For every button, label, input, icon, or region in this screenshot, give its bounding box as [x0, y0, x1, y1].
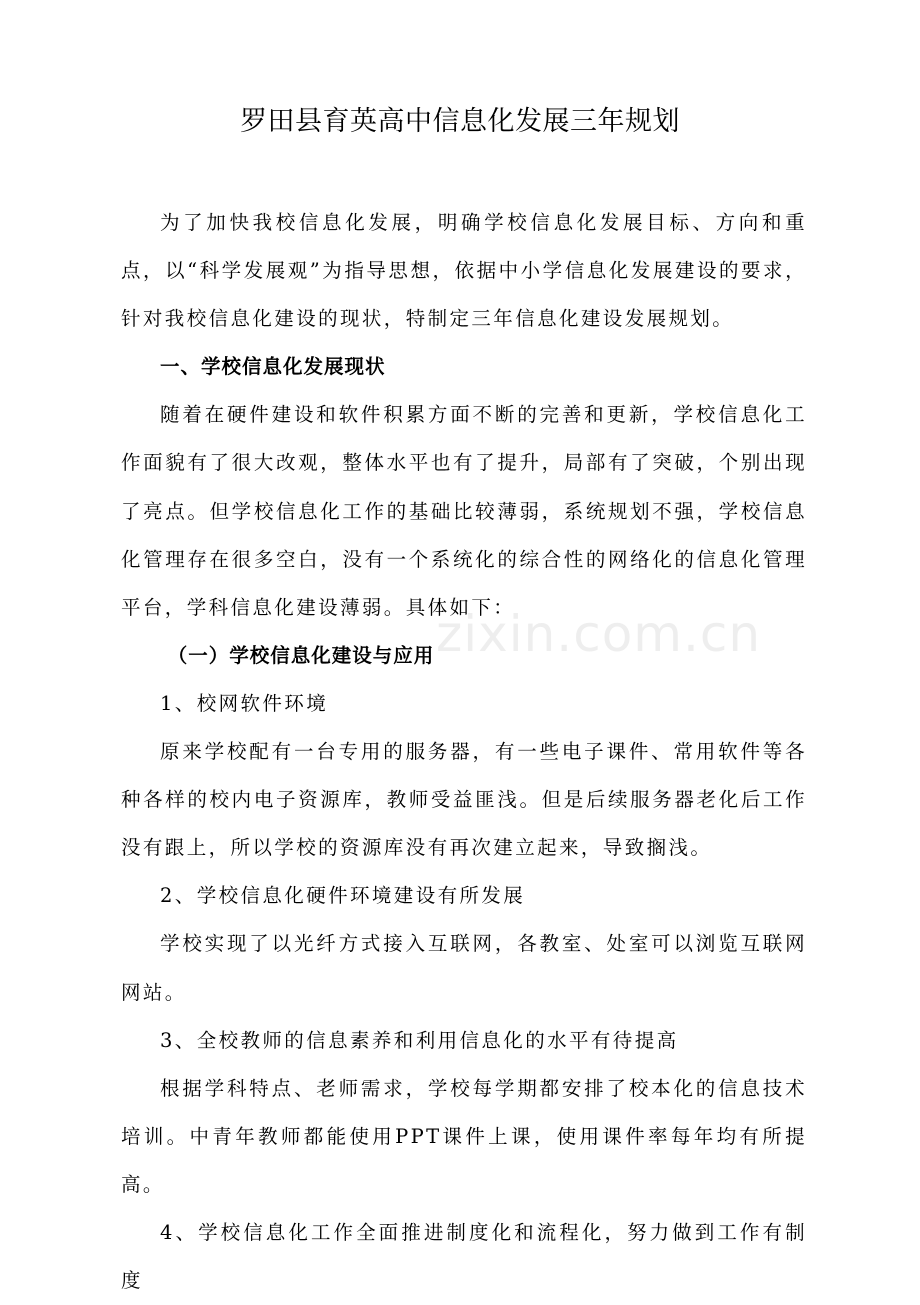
intro-paragraph: 为了加快我校信息化发展，明确学校信息化发展目标、方向和重点，以“科学发展观”为指导思想，依据中小学信息化发展建设的要求，针对我校信息化建设的现状，特制定三年信息化建设发展规划。	[121, 211, 807, 331]
item-paragraph-1: 原来学校配有一台专用的服务器，有一些电子课件、常用软件等各种各样的校内电子资源库，教师受益匪浅。但是后续服务器老化后工作没有跟上，所以学校的资源库没有再次建立起来，导致搁浅。	[121, 740, 807, 860]
subsection-heading: （一）学校信息化建设与应用	[167, 643, 435, 667]
item-heading-3: 3、全校教师的信息素养和利用信息化的水平有待提高	[160, 1028, 679, 1052]
item-heading-2: 2、学校信息化硬件环境建设有所发展	[160, 884, 526, 908]
document-body	[121, 199, 807, 1305]
item-paragraph-3: 根据学科特点、老师需求，学校每学期都安排了校本化的信息技术培训。中青年教师都能使用PPT课件上课，使用课件率每年均有所提高。	[121, 1076, 807, 1196]
item-heading-1: 1、校网软件环境	[160, 691, 329, 715]
item-heading-4: 4、学校信息化工作全面推进制度化和流程化，努力做到工作有制度	[121, 1220, 807, 1293]
item-paragraph-2: 学校实现了以光纤方式接入互联网，各教室、处室可以浏览互联网网站。	[121, 932, 807, 1004]
document-title: 罗田县育英高中信息化发展三年规划	[240, 106, 680, 137]
status-paragraph: 随着在硬件建设和软件积累方面不断的完善和更新，学校信息化工作面貌有了很大改观，整体水平也有了提升，局部有了突破，个别出现了亮点。但学校信息化工作的基础比较薄弱，系统规划不强，学校信息化管理存在很多空白，没有一个系统化的综合性的网络化的信息化管理平台，学科信息化建设薄弱。具体如下：	[121, 403, 807, 619]
section-heading: 一、学校信息化发展现状	[160, 355, 386, 379]
watermark: zixin.com.cn	[436, 605, 762, 663]
